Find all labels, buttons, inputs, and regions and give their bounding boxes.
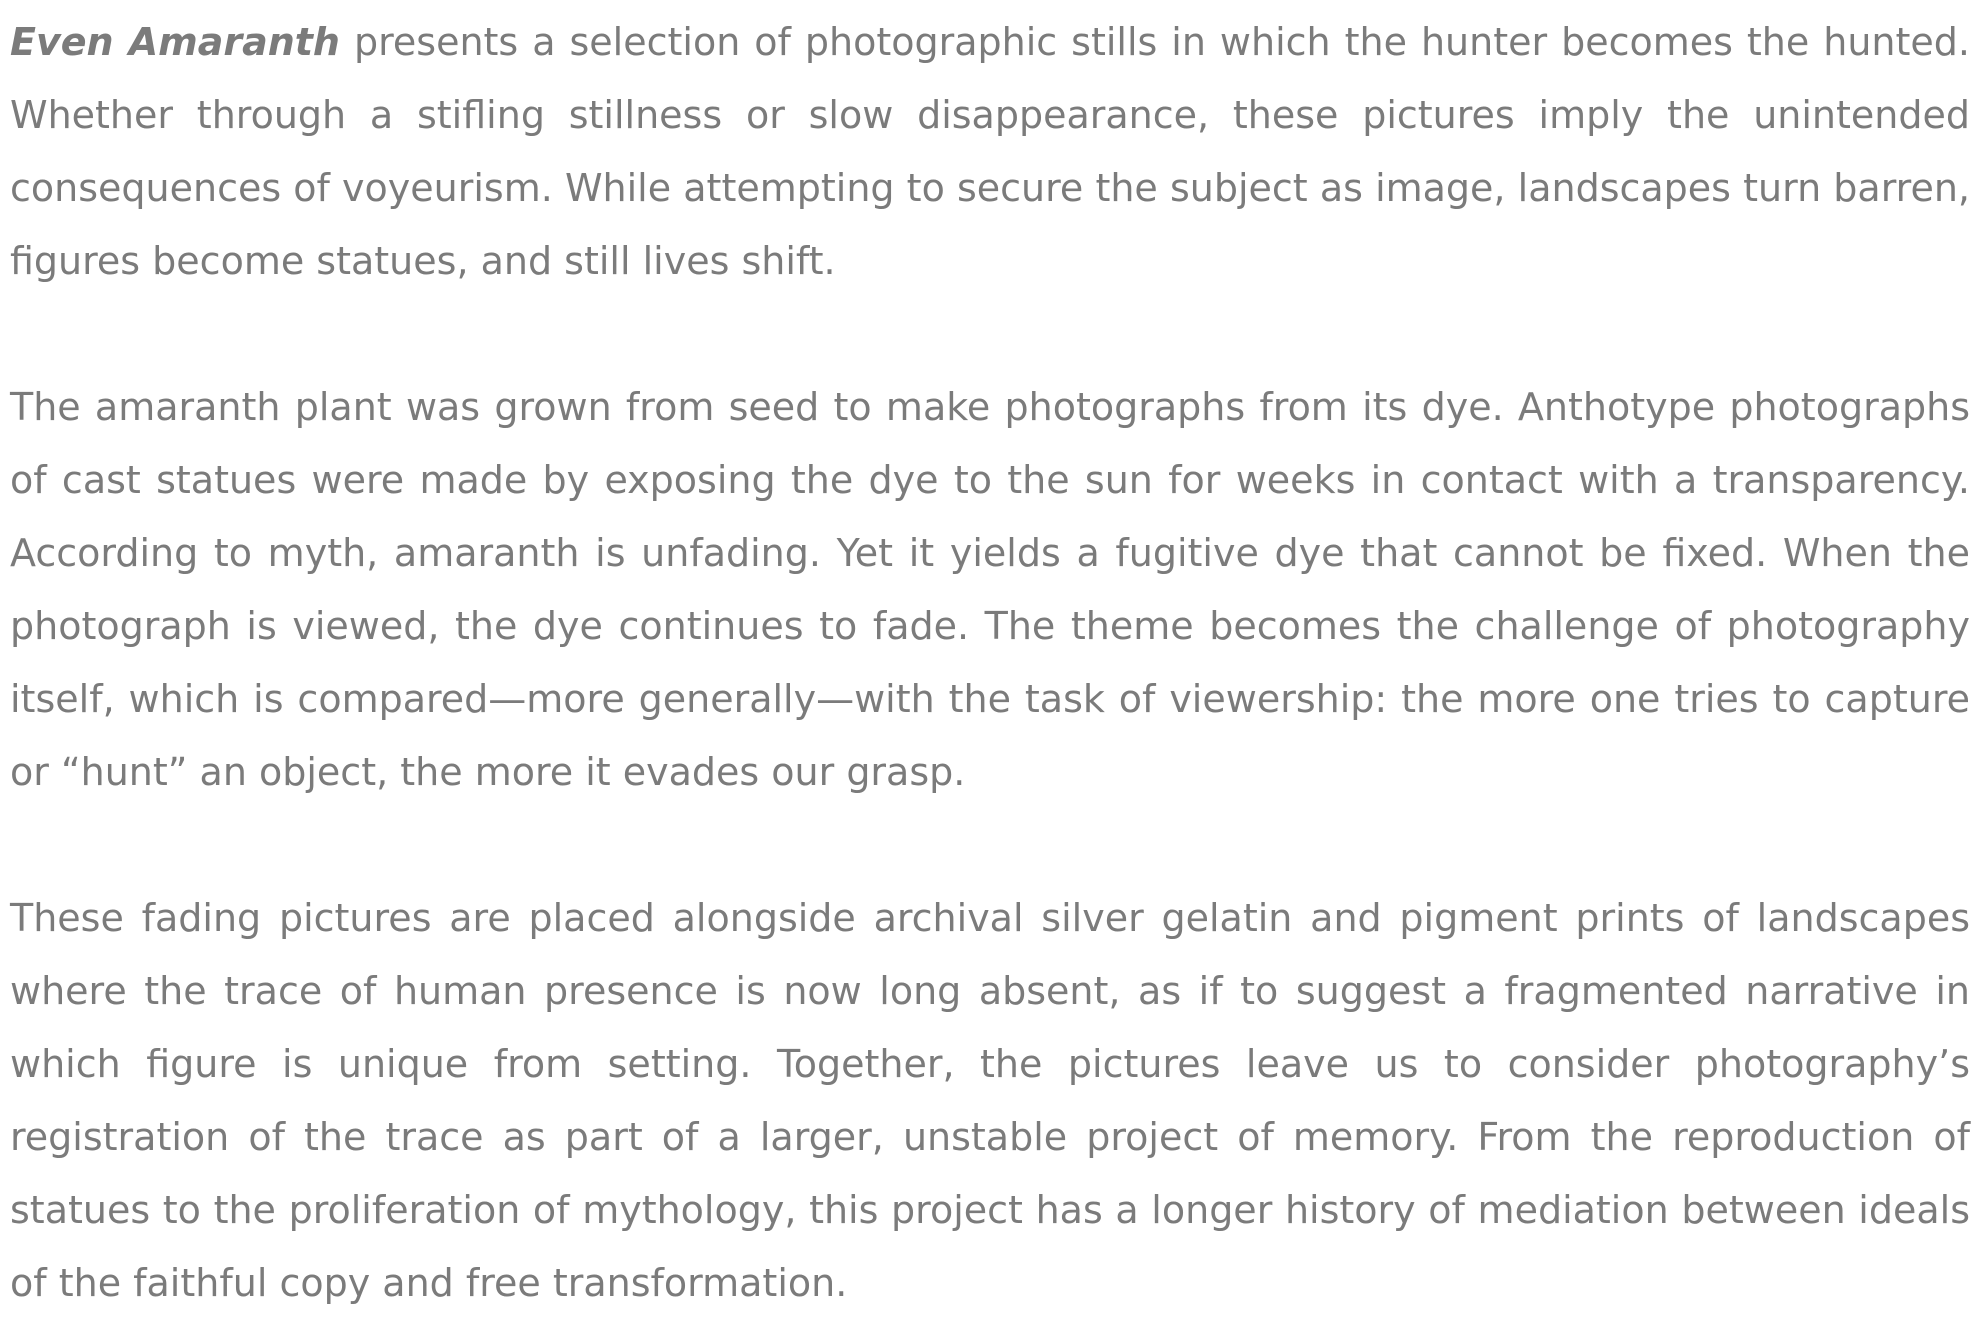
paragraph-intro-text: presents a selection of photographic stills in which the hunter becomes the hunted. Whether through a stifling stillness or slow disappearance, these pictures imply the unintended consequences of voyeurism. While attempting to secure the subject as image, landscapes turn barren, figures become statues, and still lives shift.	[10, 20, 1970, 283]
project-title: Even Amaranth	[10, 20, 340, 64]
paragraph-context: These fading pictures are placed alongside archival silver gelatin and pigment prints of landscapes where the trace of human presence is now long absent, as if to suggest a fragmented narrative in which figure is unique from setting. Together, the pictures leave us to consider photography’s registration of the trace as part of a larger, unstable project of memory. From the reproduction of statues to the proliferation of mythology, this project has a longer history of mediation between ideals of the faithful copy and free transformation.	[10, 896, 1970, 1305]
paragraph-intro	[10, 6, 1970, 298]
paragraph-process: The amaranth plant was grown from seed to make photographs from its dye. Anthotype photographs of cast statues were made by exposing the dye to the sun for weeks in contact with a transparency. According to myth, amaranth is unfading. Yet it yields a fugitive dye that cannot be fixed. When the photograph is viewed, the dye continues to fade. The theme becomes the challenge of photography itself, which is compared—more generally—with the task of viewership: the more one tries to capture or “hunt” an object, the more it evades our grasp.	[10, 385, 1970, 794]
document-body	[10, 6, 1970, 1320]
